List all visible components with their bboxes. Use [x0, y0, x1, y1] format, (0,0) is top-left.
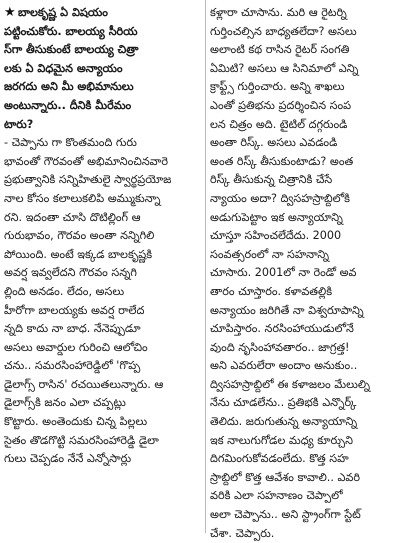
answer-line: ల్లింది అనడం. లేదం, అసలు	[4, 284, 125, 298]
answer-line: లన చిత్రం అది. టైటిల్ దగ్గరుండి	[210, 117, 348, 131]
question-line: లకు ఏ విధమైన అన్యాయం	[4, 61, 123, 75]
answer-line: సంవత్సరంలో నా సహనాన్ని	[210, 247, 330, 261]
question-line: టారు?	[4, 117, 34, 131]
answer-line: ద్విసహస్రాబ్దిలో ఈ కళాజలం మేలుల్ని	[210, 377, 370, 391]
answer-line: అంతా రిస్క్. అసలు ఎవడండి	[210, 136, 338, 150]
answer-line: నాల కోసం కలాలుకలిపి అమ్ముకున్నా	[4, 191, 161, 205]
interview-question	[4, 4, 204, 134]
answer-line: చను.. సమరసింహారెడ్డిలో 'గొప్ప	[4, 359, 141, 373]
answer-line: స్రాబ్దిలో కొత్త ఆవేశం కావాలి.. ఎవరి	[210, 470, 361, 484]
answer-line: చూస్తూ సహించలేదేదు. 2000	[210, 229, 342, 243]
answer-line: తెలిదు. జరుగుతున్న అన్యాయాన్ని	[210, 415, 358, 429]
answer-line: - చెప్పాను గా కొంతమంది గురు	[4, 136, 137, 150]
question-line-text: బాలకృష్ణ ఏ విషయం	[18, 6, 108, 19]
answer-line: అంత రిస్క్ తీసుకుంటాడు? అంత	[210, 154, 354, 168]
answer-line: చూసారు. 2001లో నా రెండో అవ	[210, 266, 357, 280]
left-column	[4, 4, 204, 469]
answer-line: ఇక నాలుగుగోడల మధ్య కూర్చుని	[210, 433, 353, 447]
answer-line: గురుభావం, గౌరవం అంతా నన్నిగిలి	[4, 229, 155, 243]
answer-line: భావంతో గౌరవంతో అభిమానించినవారె	[4, 154, 169, 168]
question-line: అంటున్నారు.. దీనికి మీరేమం	[4, 98, 132, 112]
answer-line: డైలాగ్స్‌కి జనం ఎలా చప్పట్లు	[4, 396, 126, 410]
answer-line: సైతం తొడగొట్టి సమరసింహారెడ్డి డైలా	[4, 433, 159, 447]
answer-line: అసలు అవార్డుల గురించి ఆలోచిం	[4, 340, 148, 354]
answer-line: ఎంతో ప్రతిభను ప్రదర్శించిన సంప	[210, 98, 352, 112]
answer-line: గుర్తించల్సిన బాధ్యతలేదా? అసలు	[210, 24, 357, 38]
answer-line: చేశా. చెప్పారు.	[210, 526, 275, 540]
answer-line: గులు చెప్పడం నేనే ఎన్నోసార్లు	[4, 452, 132, 466]
answer-line: న్యాయం అదా? ద్విసహస్రాబ్దిలోకి	[210, 191, 351, 205]
answer-line: దిగమింగుకోవడంలేదు. కొత్త సహ	[210, 452, 349, 466]
answer-line: ప్రభుత్వానికి సన్నిహితులై స్వార్థప్రయోజ	[4, 173, 172, 187]
answer-line: రని. ఇదంతా చూసి దొటిల్లింగ్ ఆ	[4, 210, 141, 224]
answer-line: అవర్ష ఇవ్వలేదని గౌరవం సన్నగి	[4, 266, 137, 280]
answer-line: క్రాఫ్ట్స్ గుర్తించారు. అన్ని శాఖలు	[210, 80, 345, 94]
answer-line: నేను చూడలేను.. ప్రతిభకి ఎన్నొర్క్	[210, 396, 357, 410]
answer-line: అలా చెప్పాను.. అని స్ట్రాంగ్‌గా స్టేట్	[210, 508, 361, 522]
answer-line: హీరోగా బాలయ్యకు అవర్ష రాలేద	[4, 303, 145, 317]
answer-line: తారం చూస్తారం. కళావతల్లికి	[210, 284, 333, 298]
column-gutter	[205, 0, 206, 533]
answer-line: అడుగుపెట్టాం ఇక అన్యాయాన్ని	[210, 210, 343, 224]
answer-line: అలాంటి కథ రాసిన రైటర్ సంగతి	[210, 43, 350, 57]
answer-line: వుంది నృసింహావతారం.. జాగ్రత్త!	[210, 340, 350, 354]
question-line	[4, 4, 204, 23]
question-line: జరగదు అని మీ అభిమానులు	[4, 80, 134, 94]
question-line: స్‌గా తీసుకుంటే బాలయ్య చిత్రా	[4, 43, 139, 57]
answer-line: కొట్టారు. అంతెందుకు చిన్న పిల్లలు	[4, 415, 148, 429]
answer-line: చూపిస్తారం. నరసింహాయుడులోనే	[210, 322, 354, 336]
answer-line: డైలాగ్స్ రాసిన' రచయితలున్నారు. ఆ	[4, 377, 164, 391]
answer-line: న్నది కాదు నా బాధ. నేనెప్పుడూ	[4, 322, 141, 336]
right-column	[210, 4, 398, 543]
answer-text-left	[4, 134, 204, 469]
star-icon: ★	[4, 5, 16, 20]
answer-line: అని ఎవరులేరా అందాం అనుకుం..	[210, 359, 358, 373]
answer-line: వరికి ఎలా సహనాణం చెప్పాలో	[210, 489, 343, 503]
answer-line: పోయింది. అంటే ఇక్కడ బాలకృష్ణకి	[4, 247, 153, 261]
question-line: పట్టించుకోరు. బాలయ్య సీరియ	[4, 24, 138, 38]
answer-line: అన్యాయం జరిగితే నా విశ్వరూపాన్ని	[210, 303, 364, 317]
answer-line: కళ్లారా చూసాను. మరి ఆ రైటర్ని	[210, 6, 347, 19]
answer-line: ఏమిటి? అసలు ఆ సినిమాలో ఎన్ని	[210, 61, 359, 75]
answer-line: రిస్క్ తీసుకున్న చిత్రానికి చేసే	[210, 173, 333, 187]
